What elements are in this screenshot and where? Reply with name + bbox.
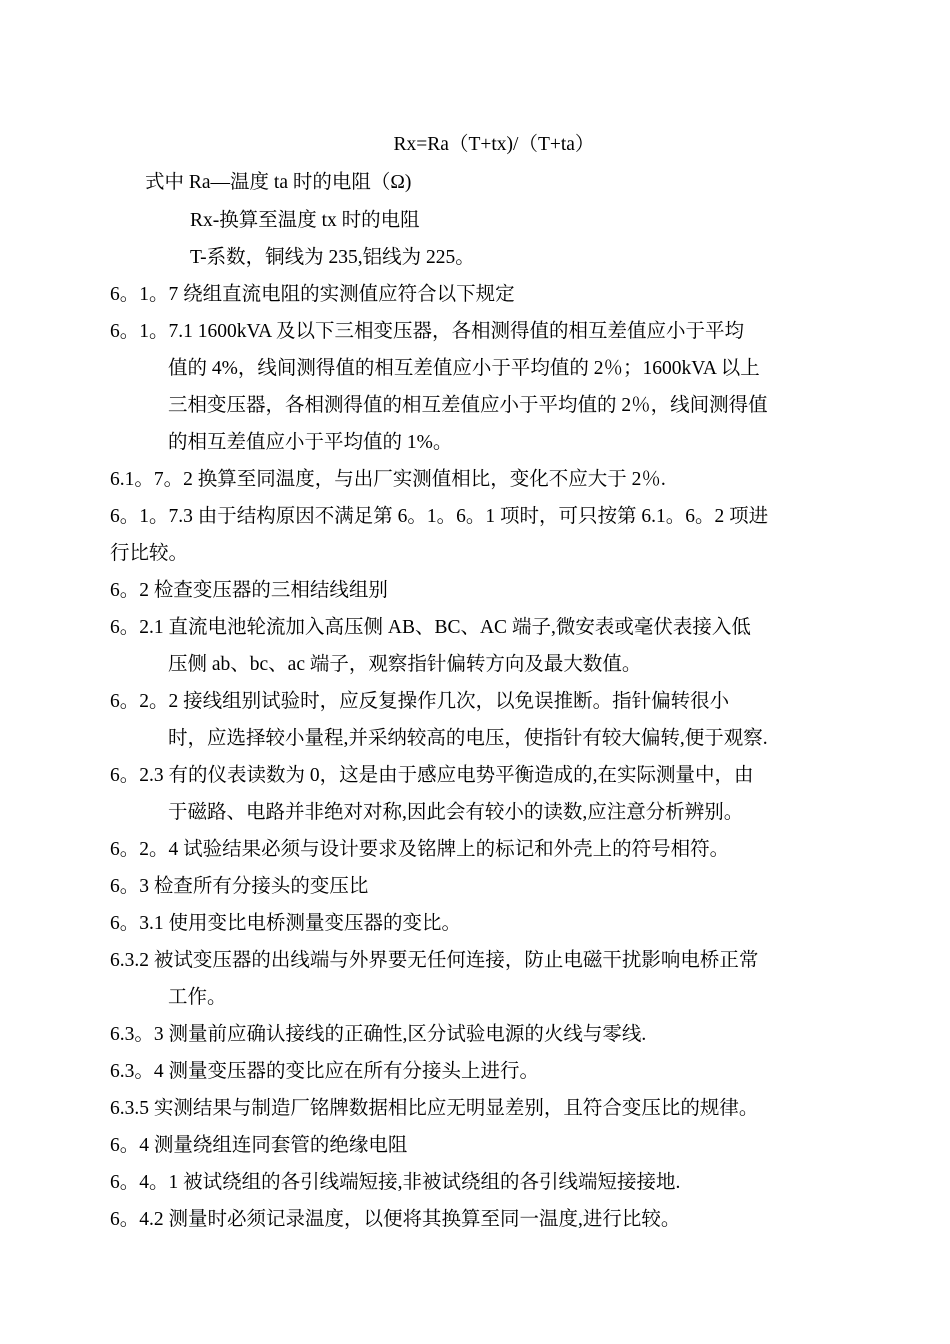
paragraph-line: 6。2.1 直流电池轮流加入高压侧 AB、BC、AC 端子,微安表或毫伏表接入低 [110, 617, 751, 638]
paragraph-line: 行比较。 [110, 543, 189, 564]
paragraph-line: 工作。 [168, 987, 227, 1008]
formula-legend-rx: Rx-换算至温度 tx 时的电阻 [190, 210, 420, 231]
paragraph-line: 6。2.3 有的仪表读数为 0，这是由于感应电势平衡造成的,在实际测量中，由 [110, 765, 754, 786]
formula-legend-ra: 式中 Ra—温度 ta 时的电阻（Ω) [145, 172, 412, 193]
formula-legend-t: T-系数，铜线为 235,铝线为 225。 [190, 247, 475, 268]
paragraph-line: 6.3。3 测量前应确认接线的正确性,区分试验电源的火线与零线. [110, 1024, 647, 1045]
section-heading: 6。3 检查所有分接头的变压比 [110, 876, 369, 897]
paragraph-line: 6。2。4 试验结果必须与设计要求及铭牌上的标记和外壳上的符号相符。 [110, 839, 730, 860]
formula: Rx=Ra（T+tx)/（T+ta） [393, 134, 595, 155]
paragraph-line: 6。1。7.1 1600kVA 及以下三相变压器，各相测得值的相互差值应小于平均 [110, 321, 744, 342]
paragraph-line: 6。1。7.3 由于结构原因不满足第 6。1。6。1 项时，可只按第 6.1。6。2 项进 [110, 506, 769, 527]
section-heading: 6。4 测量绕组连同套管的绝缘电阻 [110, 1135, 408, 1156]
section-heading: 6。2 检查变压器的三相结线组别 [110, 580, 388, 601]
section-heading: 6。1。7 绕组直流电阻的实测值应符合以下规定 [110, 284, 515, 305]
paragraph-line: 6.3。4 测量变压器的变比应在所有分接头上进行。 [110, 1061, 540, 1082]
paragraph-line: 三相变压器，各相测得值的相互差值应小于平均值的 2％，线间测得值 [168, 395, 768, 416]
paragraph-line: 6.1。7。2 换算至同温度，与出厂实测值相比，变化不应大于 2％. [110, 469, 666, 490]
paragraph-line: 6。4.2 测量时必须记录温度，以便将其换算至同一温度,进行比较。 [110, 1209, 681, 1230]
paragraph-line: 6.3.2 被试变压器的出线端与外界要无任何连接，防止电磁干扰影响电桥正常 [110, 950, 759, 971]
paragraph-line: 6。2。2 接线组别试验时，应反复操作几次，以免误推断。指针偏转很小 [110, 691, 730, 712]
paragraph-line: 于磁路、电路并非绝对对称,因此会有较小的读数,应注意分析辨别。 [168, 802, 744, 823]
paragraph-line: 6.3.5 实测结果与制造厂铭牌数据相比应无明显差别，且符合变压比的规律。 [110, 1098, 759, 1119]
paragraph-line: 的相互差值应小于平均值的 1%。 [168, 432, 453, 453]
paragraph-line: 6。4。1 被试绕组的各引线端短接,非被试绕组的各引线端短接接地. [110, 1172, 681, 1193]
paragraph-line: 压侧 ab、bc、ac 端子，观察指针偏转方向及最大数值。 [168, 654, 642, 675]
paragraph-line: 6。3.1 使用变比电桥测量变压器的变比。 [110, 913, 462, 934]
paragraph-line: 时，应选择较小量程,并采纳较高的电压，使指针有较大偏转,便于观察. [168, 728, 768, 749]
paragraph-line: 值的 4%，线间测得值的相互差值应小于平均值的 2％；1600kVA 以上 [168, 358, 760, 379]
